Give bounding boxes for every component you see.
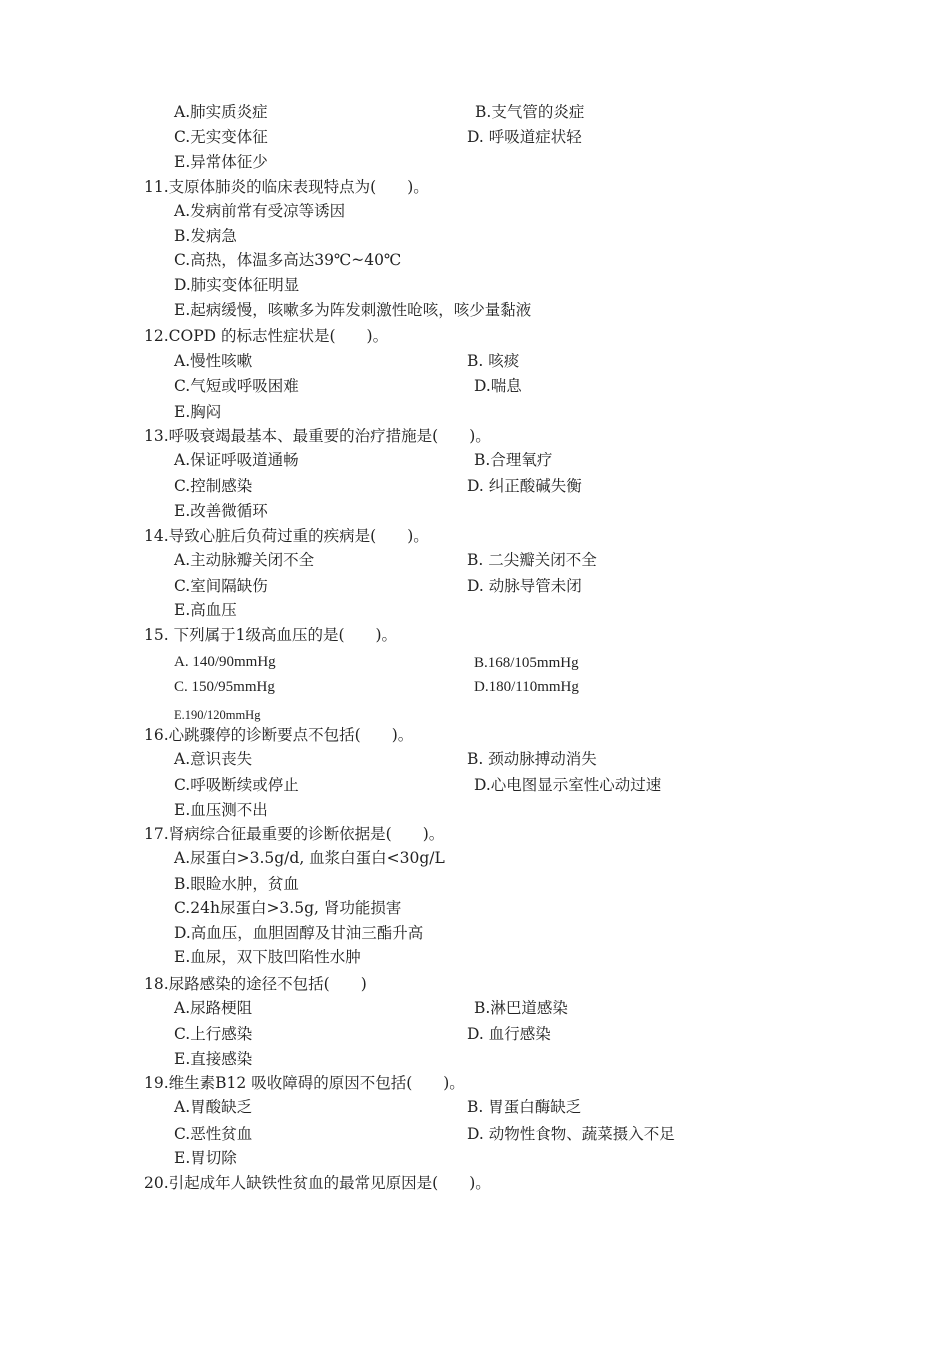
option-b: B. 二尖瓣关闭不全 bbox=[467, 551, 597, 569]
option-e: E.高血压 bbox=[174, 601, 237, 619]
option-c: C.高热，体温多高达39℃~40℃ bbox=[174, 251, 402, 269]
option-a: A.尿蛋白>3.5g/d, 血浆白蛋白<30g/L bbox=[174, 849, 445, 867]
question-stem: 15. 下列属于1级高血压的是( )。 bbox=[144, 626, 398, 644]
option-d: D.180/110mmHg bbox=[474, 679, 579, 695]
option-c: C. 150/95mmHg bbox=[174, 679, 275, 695]
option-b: B. 咳痰 bbox=[467, 352, 520, 370]
option-c: C.24h尿蛋白>3.5g, 肾功能损害 bbox=[174, 899, 402, 917]
option-a: A.慢性咳嗽 bbox=[174, 352, 253, 370]
option-d: D. 纠正酸碱失衡 bbox=[467, 477, 582, 495]
option-c: C.室间隔缺伤 bbox=[174, 577, 268, 595]
option-d: D.喘息 bbox=[474, 377, 522, 395]
option-e: E.胸闷 bbox=[174, 403, 222, 421]
option-d: D. 动物性食物、蔬菜摄入不足 bbox=[467, 1125, 675, 1143]
question-stem: 20.引起成年人缺铁性贫血的最常见原因是( )。 bbox=[144, 1174, 491, 1192]
option-c: C.恶性贫血 bbox=[174, 1125, 253, 1143]
option-e: E.胃切除 bbox=[174, 1149, 237, 1167]
option-b: B.支气管的炎症 bbox=[475, 103, 585, 121]
option-e: E.起病缓慢，咳嗽多为阵发刺激性呛咳，咳少量黏液 bbox=[174, 301, 532, 319]
option-d: D.肺实变体征明显 bbox=[174, 276, 300, 294]
option-b: B. 颈动脉搏动消失 bbox=[467, 750, 597, 768]
option-a: A.尿路梗阻 bbox=[174, 999, 253, 1017]
option-e: E.190/120mmHg bbox=[174, 708, 261, 722]
option-e: E.血尿，双下肢凹陷性水肿 bbox=[174, 948, 361, 966]
option-d: D.心电图显示室性心动过速 bbox=[474, 776, 662, 794]
option-c: C.呼吸断续或停止 bbox=[174, 776, 299, 794]
question-stem: 12.COPD 的标志性症状是( )。 bbox=[144, 327, 389, 345]
option-b: B. 胃蛋白酶缺乏 bbox=[467, 1098, 582, 1116]
option-b: B.淋巴道感染 bbox=[474, 999, 568, 1017]
option-a: A.发病前常有受凉等诱因 bbox=[174, 202, 346, 220]
option-c: C.气短或呼吸困难 bbox=[174, 377, 299, 395]
option-d: D.高血压，血胆固醇及甘油三酯升高 bbox=[174, 924, 424, 942]
question-stem: 14.导致心脏后负荷过重的疾病是( )。 bbox=[144, 527, 429, 545]
question-stem: 13.呼吸衰竭最基本、最重要的治疗措施是( )。 bbox=[144, 427, 491, 445]
option-a: A.胃酸缺乏 bbox=[174, 1098, 253, 1116]
option-c: C.上行感染 bbox=[174, 1025, 253, 1043]
option-e: E.血压测不出 bbox=[174, 801, 268, 819]
option-b: B.发病急 bbox=[174, 227, 237, 245]
question-stem: 17.肾病综合征最重要的诊断依据是( )。 bbox=[144, 825, 445, 843]
option-e: E.异常体征少 bbox=[174, 153, 268, 171]
option-d: D. 动脉导管未闭 bbox=[467, 577, 582, 595]
question-stem: 18.尿路感染的途径不包括( ) bbox=[144, 975, 367, 993]
option-b: B.眼睑水肿，贫血 bbox=[174, 875, 299, 893]
question-stem: 16.心跳骤停的诊断要点不包括( )。 bbox=[144, 726, 414, 744]
option-b: B.168/105mmHg bbox=[474, 655, 579, 671]
option-e: E.改善微循环 bbox=[174, 502, 268, 520]
question-stem: 19.维生素B12 吸收障碍的原因不包括( )。 bbox=[144, 1074, 465, 1092]
option-a: A. 140/90mmHg bbox=[174, 654, 276, 670]
option-a: A.肺实质炎症 bbox=[174, 103, 268, 121]
option-c: C.无实变体征 bbox=[174, 128, 268, 146]
option-e: E.直接感染 bbox=[174, 1050, 253, 1068]
question-stem: 11.支原体肺炎的临床表现特点为( )。 bbox=[144, 178, 429, 196]
option-a: A.意识丧失 bbox=[174, 750, 253, 768]
option-c: C.控制感染 bbox=[174, 477, 253, 495]
option-a: A.保证呼吸道通畅 bbox=[174, 451, 299, 469]
option-d: D. 呼吸道症状轻 bbox=[467, 128, 582, 146]
option-a: A.主动脉瓣关闭不全 bbox=[174, 551, 315, 569]
option-d: D. 血行感染 bbox=[467, 1025, 551, 1043]
option-b: B.合理氧疗 bbox=[474, 451, 553, 469]
